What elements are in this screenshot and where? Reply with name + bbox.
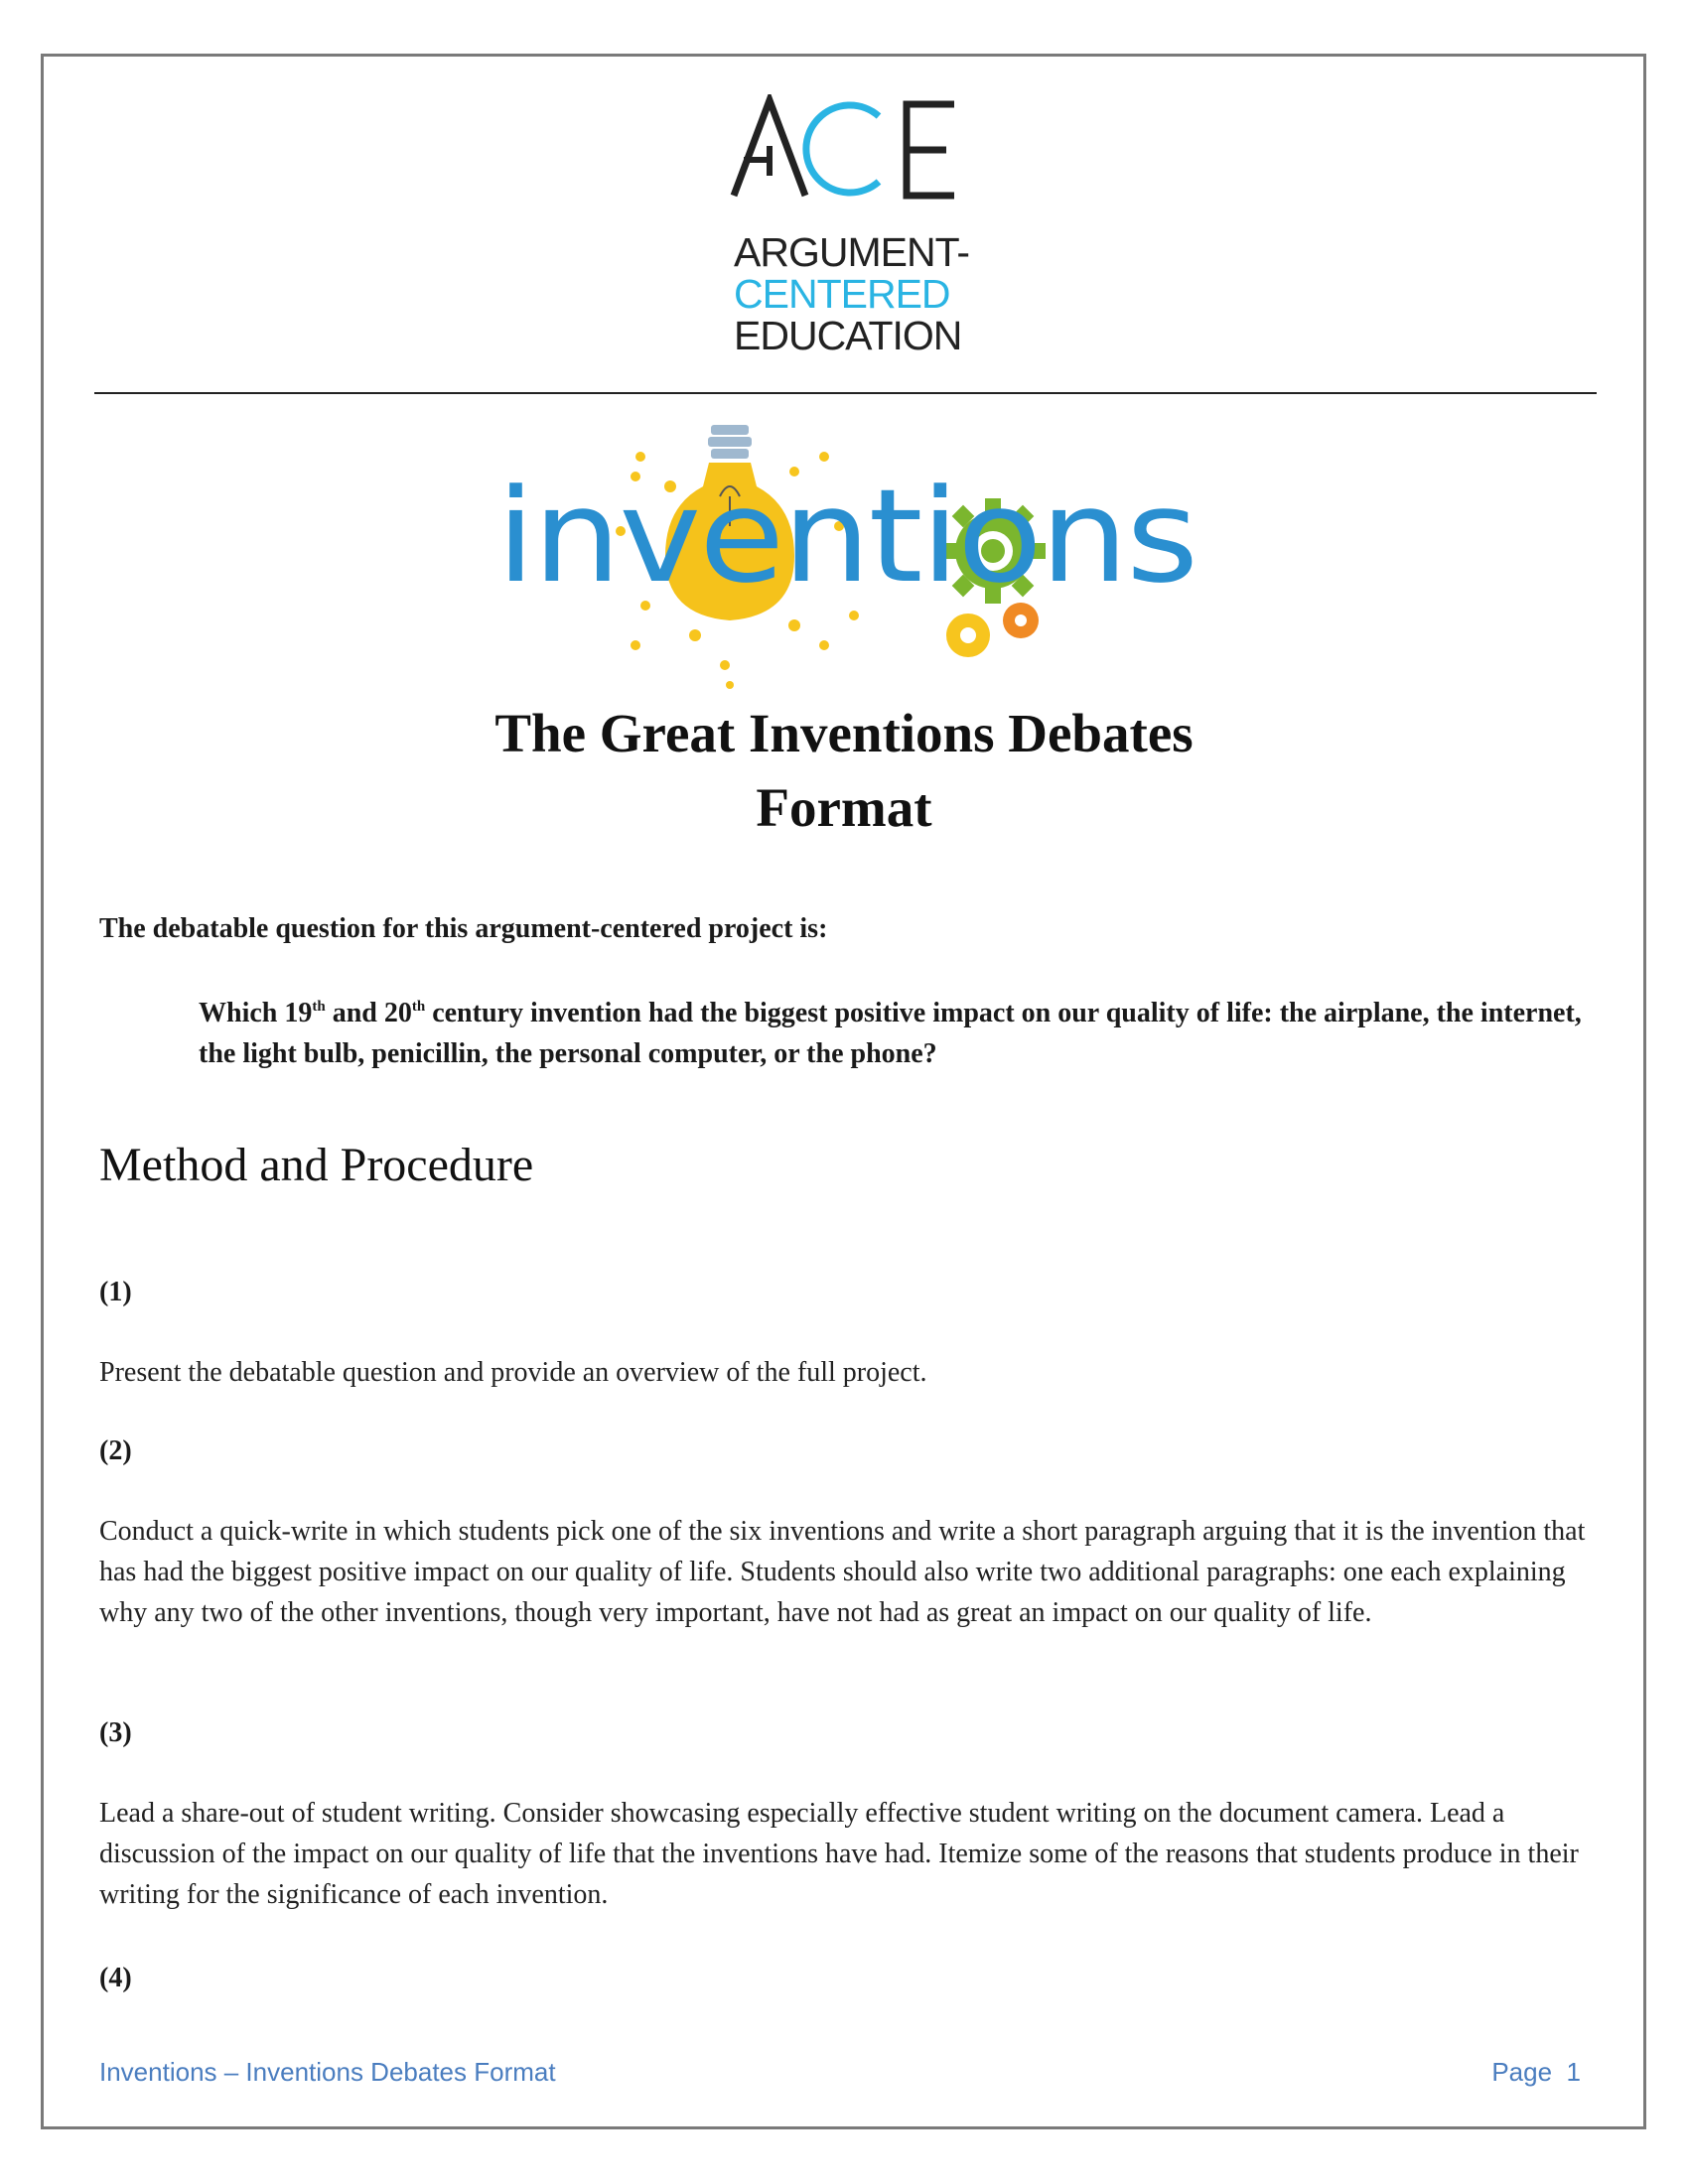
section-heading: Method and Procedure <box>99 1139 534 1191</box>
step-text-3: Lead a share-out of student writing. Consider showcasing especially effective student writing on the document camera. Lead a discussion of the impact on our quality of life that the inventions have had. Itemize some of the reasons that students produce in their writing for the significance of each invention. <box>99 1798 1579 1910</box>
footer-title: Inventions – Inventions Debates Format <box>99 2057 556 2087</box>
debatable-question: Which 19th and 20th century invention had the biggest positive impact on our quality of life: the airplane, the internet, the light bulb, penicillin, the personal computer, or the phone? <box>199 998 1582 1069</box>
inventions-word: inventions <box>496 461 1196 612</box>
step-number-3: (3) <box>99 1717 132 1748</box>
ace-logo <box>730 94 968 367</box>
header-rule <box>94 392 1597 394</box>
ace-tagline-education: EDUCATION <box>734 313 962 358</box>
ace-tagline-centered: CENTERED <box>734 271 950 317</box>
page-label: Page <box>1491 2057 1553 2087</box>
ace-wordmark-icon <box>730 94 968 205</box>
ace-tagline-argument: ARGUMENT- <box>734 229 969 275</box>
footer-page <box>1491 2055 1581 2089</box>
document-title: The Great Inventions Debates <box>494 703 1194 763</box>
step-number-4: (4) <box>99 1963 132 1993</box>
step-text-1: Present the debatable question and provide an overview of the full project. <box>99 1357 927 1388</box>
step-number-2: (2) <box>99 1435 132 1466</box>
inventions-logo <box>496 417 1201 695</box>
document-subtitle: Format <box>756 777 932 838</box>
page-number: 1 <box>1566 2057 1581 2087</box>
step-text-2: Conduct a quick-write in which students pick one of the six inventions and write a short paragraph arguing that it is the invention that has had the biggest positive impact on our quality of life. Students should also write two additional paragraphs: one each explaining why any two of the other inventions, though very important, have not had as great an impact on our quality of life. <box>99 1516 1586 1628</box>
step-number-1: (1) <box>99 1277 132 1307</box>
lead-sentence: The debatable question for this argument-centered project is: <box>99 913 828 944</box>
